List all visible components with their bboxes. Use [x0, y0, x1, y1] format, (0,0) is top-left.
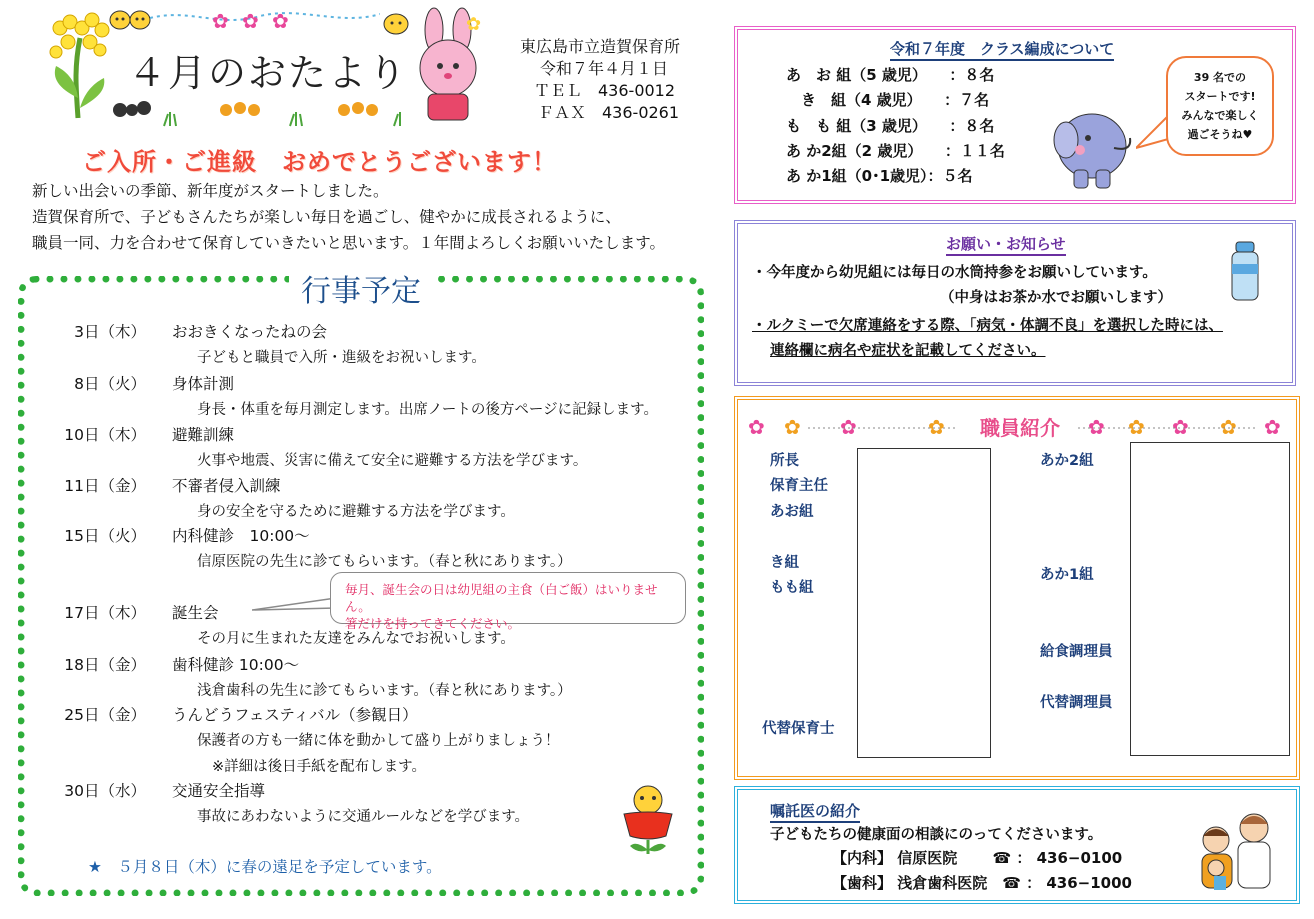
intro-text	[32, 178, 665, 256]
svg-text:✿: ✿	[466, 14, 482, 35]
event-description: 子どもと職員で入所・進級をお祝いします。	[197, 350, 486, 366]
class-row: あ か1組（0･1歳児）：５名	[786, 167, 973, 185]
event-description-note: ※詳細は後日手紙を配布します。	[212, 759, 426, 775]
tulip-illustration	[616, 784, 680, 856]
bubble-pointer	[252, 596, 336, 616]
event-row	[44, 601, 219, 623]
spring-excursion-note: ★ ５月８日（木）に春の遠足を予定しています。	[88, 858, 442, 876]
doctors-title: 嘱託医の紹介	[770, 800, 860, 823]
intro-line: 新しい出会いの季節、新年度がスタートしました。	[32, 182, 389, 200]
organization-info	[520, 36, 680, 124]
staff-photo-placeholder	[857, 448, 991, 758]
staff-label: あか1組	[1040, 567, 1094, 583]
event-row	[44, 423, 235, 445]
event-date: 15日（火）	[64, 527, 146, 545]
svg-text:✿: ✿	[242, 9, 259, 33]
event-date: 18日（金）	[64, 656, 146, 674]
class-row: あ か2組（2 歳児） ：１１名	[786, 142, 1005, 160]
event-date: 30日（水）	[64, 782, 146, 800]
birthday-note-bubble	[330, 572, 686, 631]
svg-text:✿: ✿	[784, 415, 801, 439]
staff-label: 代替保育士	[762, 721, 835, 737]
svg-text:✿: ✿	[1220, 415, 1237, 439]
water-bottle-icon	[1226, 240, 1266, 304]
svg-text:✿: ✿	[1088, 415, 1105, 439]
event-row	[44, 703, 418, 725]
svg-text:✿: ✿	[748, 415, 765, 439]
class-row: も も 組（3 歳児） ：８名	[786, 117, 995, 135]
event-date: 8日（火）	[74, 375, 146, 393]
doctor-row: 【内科】 信原医院 ☎ ： 436−0100	[832, 849, 1123, 867]
class-composition-title: 令和７年度 クラス編成について	[890, 38, 1114, 61]
svg-text:✿: ✿	[1264, 415, 1281, 439]
svg-text:✿: ✿	[272, 9, 289, 33]
class-row: き 組（4 歳児） ：７名	[786, 91, 990, 109]
intro-line: 造賀保育所で、子どもさんたちが楽しい毎日を過ごし、健やかに成長されるように、	[32, 208, 621, 226]
speech-line: みんなで楽しく	[1181, 109, 1259, 122]
class-row: あ お 組（5 歳児） ：８名	[786, 66, 995, 84]
speech-line: スタートです!	[1184, 90, 1256, 103]
event-row	[44, 320, 328, 342]
event-date: 25日（金）	[64, 706, 146, 724]
event-date: 3日（木）	[74, 323, 146, 341]
doctor-checkup-illustration	[1190, 806, 1280, 894]
bubble-line: 毎月、誕生会の日は幼児組の主食（白ご飯）はいりません。	[345, 582, 658, 614]
event-name: 身体計測	[172, 375, 235, 393]
event-row	[44, 372, 235, 394]
event-name: 不審者侵入訓練	[172, 477, 281, 495]
bee-icon	[106, 4, 152, 34]
event-date: 11日（金）	[64, 477, 146, 495]
staff-label: 代替調理員	[1040, 695, 1113, 711]
event-name: 避難訓練	[172, 426, 235, 444]
staff-label: あお組	[770, 504, 814, 520]
staff-photo-placeholder	[1130, 442, 1290, 756]
request-line: （中身はお茶か水でお願いします）	[940, 290, 1172, 306]
event-description: 事故にあわないように交通ルールなどを学びます。	[197, 809, 530, 825]
event-description: その月に生まれた友達をみんなでお祝いします。	[197, 631, 515, 647]
event-description: 浅倉歯科の先生に診てもらいます。（春と秋にあります。）	[197, 683, 572, 699]
svg-text:✿: ✿	[212, 9, 229, 33]
bubble-line: 箸だけを持ってきてください。	[345, 616, 521, 631]
event-name: 交通安全指導	[172, 782, 266, 800]
staff-label: 保育主任	[770, 478, 828, 494]
event-description: 火事や地震、災害に備えて安全に避難する方法を学びます。	[197, 453, 588, 469]
request-line: ・今年度から幼児組には毎日の水筒持参をお願いしています。	[752, 265, 1157, 281]
event-description: 保護者の方も一緒に体を動かして盛り上がりましょう！	[197, 733, 560, 749]
elephant-illustration	[1052, 104, 1138, 192]
events-title	[0, 266, 722, 310]
events-title-text: 行事予定	[289, 274, 433, 309]
staff-introduction-title: 職員紹介	[974, 412, 1066, 441]
issue-date: 令和７年４月１日	[540, 59, 669, 78]
intro-line: 職員一同、力を合わせて保育していきたいと思います。１年間よろしくお願いいたします。	[32, 234, 666, 252]
doctor-row: 【歯科】 浅倉歯科医院 ☎ ： 436−1000	[832, 874, 1132, 892]
ant-and-mushrooms-decoration	[104, 92, 424, 128]
staff-label: き組	[770, 555, 799, 571]
event-row	[44, 524, 310, 546]
speech-line: 過ごそうね♥	[1187, 128, 1253, 141]
request-line: ・ルクミーで欠席連絡をする際、「病気・体調不良」を選択した時には、	[752, 318, 1223, 334]
svg-text:✿: ✿	[1128, 415, 1145, 439]
event-name: 歯科健診 10:00～	[172, 656, 300, 674]
requests-title: お願い・お知らせ	[946, 233, 1066, 256]
event-description: 身長・体重を毎月測定します。出席ノートの後方ページに記録します。	[197, 402, 658, 418]
fax-number: ＦＡＸ 436-0261	[538, 103, 680, 122]
staff-label: もも組	[770, 580, 814, 596]
speech-line: 39 名での	[1193, 71, 1247, 84]
phone-number: ＴＥＬ 436-0012	[534, 81, 676, 100]
event-row	[44, 653, 300, 675]
congratulations-heading: ご入所・ご進級 おめでとうございます！	[82, 148, 557, 176]
event-date: 17日（木）	[64, 604, 146, 622]
event-name: 内科健診 10:00～	[172, 527, 310, 545]
event-description: 身の安全を守るために避難する方法を学びます。	[197, 504, 515, 520]
event-name: おおきくなったねの会	[172, 323, 328, 341]
class-total-speech-bubble	[1166, 56, 1274, 156]
event-date: 10日（木）	[64, 426, 146, 444]
dotted-vine-decoration	[150, 6, 380, 36]
page-title: ４月のおたより	[128, 51, 409, 95]
org-name: 東広島市立造賀保育所	[520, 37, 681, 56]
doctors-description: 子どもたちの健康面の相談にのってくださいます。	[770, 827, 1103, 843]
svg-text:✿: ✿	[1172, 415, 1189, 439]
svg-text:✿: ✿	[840, 415, 857, 439]
staff-label: 給食調理員	[1040, 644, 1113, 660]
event-description: 信原医院の先生に診てもらいます。（春と秋にあります。）	[197, 554, 572, 570]
event-row	[44, 474, 281, 496]
svg-text:✿: ✿	[928, 415, 945, 439]
request-line: 連絡欄に病名や症状を記載してください。	[770, 343, 1046, 359]
bee-icon	[376, 8, 416, 38]
event-row	[44, 779, 266, 801]
staff-label: 所長	[770, 453, 799, 469]
event-name: 誕生会	[172, 604, 219, 622]
event-name: うんどうフェスティバル（参観日）	[172, 706, 418, 724]
staff-label: あか2組	[1040, 453, 1094, 469]
